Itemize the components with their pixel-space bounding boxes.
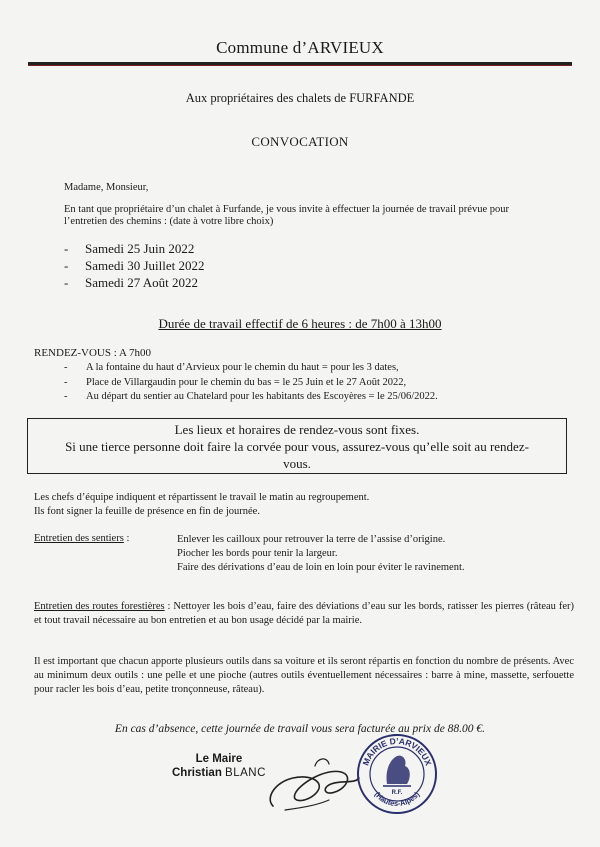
- rendezvous-item: [64, 376, 438, 391]
- stamp-bottom-text: (Hautes-Alpes): [372, 790, 422, 809]
- notice-box: [27, 418, 567, 474]
- team-leaders-line: Ils font signer la feuille de présence en fin de journée.: [34, 506, 260, 517]
- document-title: CONVOCATION: [251, 134, 349, 149]
- trails-colon: :: [123, 533, 130, 544]
- mayor-name: [172, 766, 266, 780]
- work-duration: Durée de travail effectif de 6 heures : de 7h00 à 13h00: [158, 316, 442, 331]
- dash-bullet: -: [64, 258, 69, 273]
- date-item: [64, 257, 205, 274]
- dash-bullet: -: [64, 391, 68, 402]
- rendezvous-item: [64, 390, 438, 405]
- header-rule: [28, 62, 572, 66]
- rendezvous-list: [64, 361, 438, 405]
- date-text: Samedi 30 Juillet 2022: [85, 258, 205, 273]
- dates-list: [64, 240, 205, 291]
- municipality-title: Commune d’ARVIEUX: [216, 38, 384, 57]
- intro-paragraph: En tant que propriétaire d’un chalet à Furfande, je vous invite à effectuer la journée de travail prévue pour l’entretien des chemins : (date à votre libre choix): [64, 204, 509, 227]
- mayor-last-name: BLANC: [225, 767, 266, 779]
- rendezvous-item: [64, 361, 438, 376]
- mayor-first-name: Christian: [172, 767, 222, 779]
- rendezvous-title: RENDEZ-VOUS : A 7h00: [34, 347, 152, 359]
- mayor-block: [172, 752, 266, 780]
- rendezvous-text: Au départ du sentier au Chatelard pour les habitants des Escoyères = le 25/06/2022.: [86, 391, 438, 402]
- trails-heading: [34, 533, 129, 544]
- salutation: Madame, Monsieur,: [64, 182, 149, 193]
- stamp-center-text: R.F.: [391, 790, 403, 796]
- rendezvous-text: Place de Villargaudin pour le chemin du bas = le 25 Juin et le 27 Août 2022,: [86, 376, 407, 388]
- team-leaders-line: Les chefs d’équipe indiquent et répartissent le travail le matin au regroupement.: [34, 492, 370, 503]
- forest-roads-paragraph: [34, 600, 574, 628]
- trails-label: Entretien des sentiers: [34, 533, 124, 544]
- signature-image: [255, 748, 365, 820]
- date-item: [64, 274, 205, 291]
- team-leaders-paragraph: [34, 491, 369, 519]
- date-text: Samedi 27 Août 2022: [85, 275, 199, 290]
- date-item: [64, 240, 205, 257]
- notice-line: Si une tierce personne doit faire la corvée pour vous, assurez-vous qu’elle soit au rendez-: [65, 439, 529, 454]
- trail-task: Piocher les bords pour tenir la largeur.: [177, 548, 338, 559]
- recipients-line: Aux propriétaires des chalets de FURFANDE: [185, 91, 415, 105]
- mairie-stamp-seal: [355, 732, 439, 816]
- trails-tasks: [177, 533, 465, 575]
- dash-bullet: -: [64, 376, 68, 388]
- dash-bullet: -: [64, 275, 69, 290]
- tools-paragraph: Il est important que chacun apporte plusieurs outils dans sa voiture et ils seront répartis en fonction du nombre de présents. Avec au minimum deux outils : une pelle et une pioche (autres outils éventuellement nécessaires : barre à mine, massette, serfouette pour racler les bois d’eau, petite tronçonneuse, râteau).: [34, 656, 574, 695]
- date-text: Samedi 25 Juin 2022: [85, 241, 195, 256]
- dash-bullet: -: [64, 362, 68, 373]
- notice-line: vous.: [283, 456, 311, 471]
- trail-task: Faire des dérivations d’eau de loin en loin pour éviter le ravinement.: [177, 562, 465, 573]
- stamp-top-text: MAIRIE D’ARVIEUX: [360, 735, 434, 767]
- absence-notice: En cas d’absence, cette journée de travail vous sera facturée au prix de 88.00 €.: [114, 723, 486, 735]
- dash-bullet: -: [64, 241, 69, 256]
- rendezvous-text: A la fontaine du haut d’Arvieux pour le chemin du haut = pour les 3 dates,: [86, 362, 399, 373]
- mayor-title: Le Maire: [195, 753, 243, 765]
- trail-task: Enlever les cailloux pour retrouver la terre de l’assise d’origine.: [177, 534, 446, 545]
- forest-roads-label: Entretien des routes forestières: [34, 601, 165, 612]
- notice-line: Les lieux et horaires de rendez-vous sont fixes.: [174, 422, 420, 437]
- forest-roads-text: : Nettoyer les bois d’eau, faire des déviations d’eau sur les bords, ratisser les pierres (râteau fer) et tout travail nécessaire au bon entretien et au bon usage décidé par la mairie.: [34, 601, 574, 626]
